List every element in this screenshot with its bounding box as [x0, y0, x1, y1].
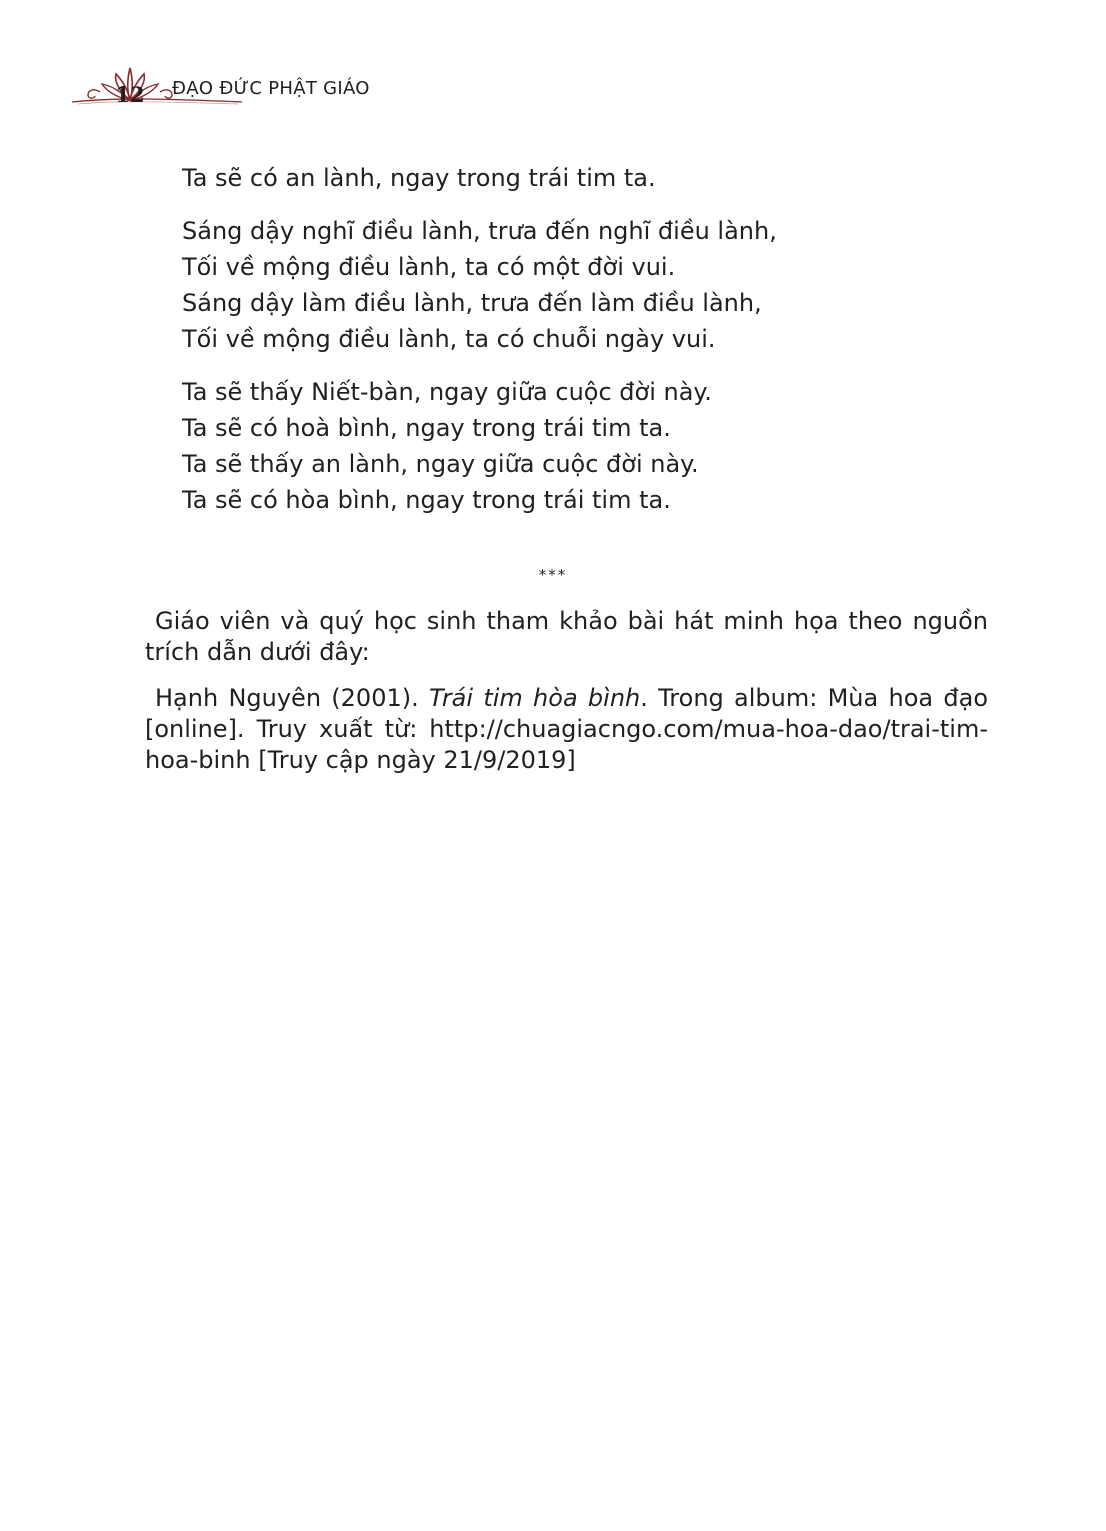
lyrics-stanza: [182, 160, 942, 196]
lyric-line: Ta sẽ thấy an lành, ngay giữa cuộc đời này.: [182, 450, 699, 478]
lyrics-stanza: [182, 213, 942, 357]
song-lyrics: [182, 160, 942, 535]
page-header: [70, 62, 400, 110]
lyric-line: Sáng dậy làm điều lành, trưa đến làm điều lành,: [182, 289, 762, 317]
lyric-line: Sáng dậy nghĩ điều lành, trưa đến nghĩ điều lành,: [182, 217, 777, 245]
citation-rest: . Trong album: Mùa hoa đạo [online]. Truy xuất từ: http://chuagiacngo.com/mua-hoa-dao/trai-tim-hoa-binh [Truy cập ngày 21/9/2019]: [145, 684, 989, 774]
divider-asterisks: ***: [538, 566, 568, 584]
lyrics-stanza: [182, 374, 942, 518]
lyric-line: Tối về mộng điều lành, ta có một đời vui.: [182, 253, 676, 281]
lyric-line: Ta sẽ có hoà bình, ngay trong trái tim ta.: [182, 414, 671, 442]
page-number: 12: [115, 82, 145, 107]
lyric-line: Ta sẽ thấy Niết-bàn, ngay giữa cuộc đời này.: [182, 378, 712, 406]
reference-note: [145, 606, 988, 791]
citation-author: Hạnh Nguyên (2001).: [155, 684, 430, 712]
citation-title: Trái tim hòa bình: [429, 684, 641, 712]
note-intro: Giáo viên và quý học sinh tham khảo bài hát minh họa theo nguồn trích dẫn dưới đây:: [145, 607, 988, 666]
section-divider: [0, 566, 1106, 584]
citation: [145, 683, 988, 776]
lyric-line: Ta sẽ có an lành, ngay trong trái tim ta.: [182, 164, 656, 192]
running-title: ĐẠO ĐỨC PHẬT GIÁO: [172, 78, 370, 99]
lyric-line: Tối về mộng điều lành, ta có chuỗi ngày vui.: [182, 325, 716, 353]
lyric-line: Ta sẽ có hòa bình, ngay trong trái tim ta.: [182, 486, 671, 514]
